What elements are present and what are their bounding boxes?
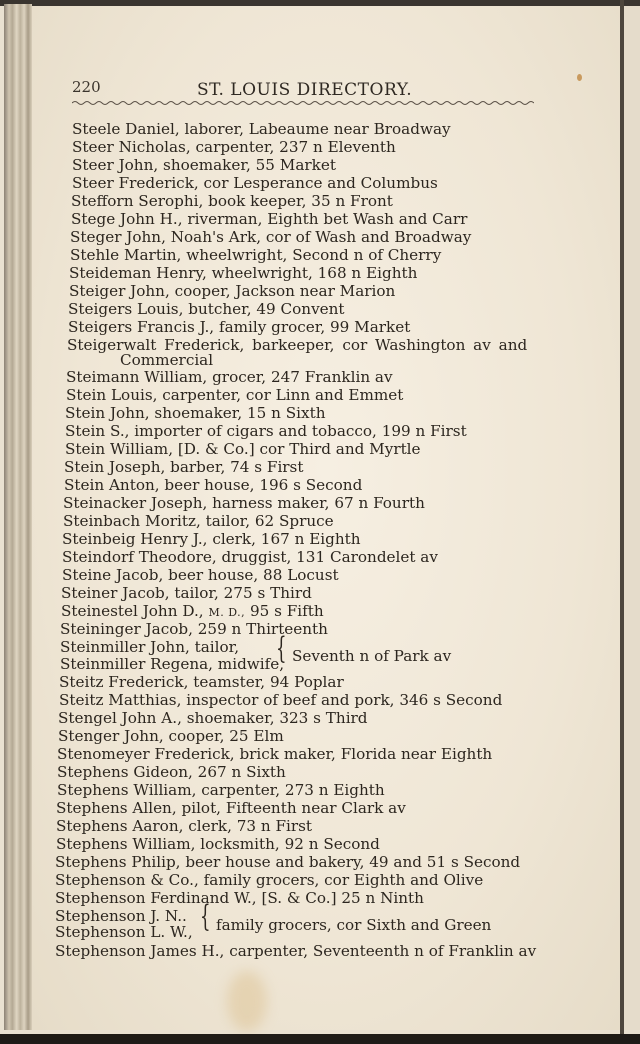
entry: Steitz Matthias, inspector of beef and pork, 346 s Second bbox=[59, 691, 503, 709]
entry: Steindorf Theodore, druggist, 131 Carondelet av bbox=[62, 548, 438, 566]
entry: Stephens William, locksmith, 92 n Second bbox=[56, 835, 380, 853]
entry: Stein William, [D. & Co.] cor Third and Myrtle bbox=[65, 440, 421, 458]
entry: Stephens William, carpenter, 273 n Eighth bbox=[57, 781, 385, 799]
entry: Stenomeyer Frederick, brick maker, Florida near Eighth bbox=[57, 745, 493, 763]
page-number: 220 bbox=[72, 78, 101, 96]
shared-address: family grocers, cor Sixth and Green bbox=[216, 916, 492, 934]
entry: Stein Joseph, barber, 74 s First bbox=[64, 458, 304, 476]
entry: Steiger John, cooper, Jackson near Marion bbox=[69, 282, 396, 300]
entry: Stengel John A., shoemaker, 323 s Third bbox=[58, 709, 368, 727]
entry: Steinbeig Henry J., clerk, 167 n Eighth bbox=[62, 530, 361, 548]
entry: Stephenson J. N.. bbox=[55, 907, 187, 925]
entry bbox=[61, 602, 324, 622]
entry-continuation: Commercial bbox=[120, 351, 214, 369]
entry: Stenger John, cooper, 25 Elm bbox=[58, 727, 284, 745]
entry: Steer Nicholas, carpenter, 237 n Eleventh bbox=[72, 138, 396, 156]
facing-page-edge bbox=[624, 6, 640, 1030]
entry: Stephenson L. W., bbox=[55, 923, 193, 941]
entry: Steer Frederick, cor Lesperance and Columbus bbox=[72, 174, 438, 192]
entry: Stein S., importer of cigars and tobacco, 199 n First bbox=[65, 422, 467, 440]
entry: Stein Louis, carpenter, cor Linn and Emmet bbox=[66, 386, 404, 404]
running-head: ST. LOUIS DIRECTORY. bbox=[197, 80, 413, 100]
entry: Stein Anton, beer house, 196 s Second bbox=[64, 476, 363, 494]
entry: Steigerwalt Frederick, barkeeper, cor Washington av and bbox=[67, 336, 528, 354]
entry: Steine Jacob, beer house, 88 Locust bbox=[62, 566, 339, 584]
page-edges-left bbox=[4, 4, 32, 1030]
entry: Stephenson & Co., family grocers, cor Eighth and Olive bbox=[55, 871, 484, 889]
entry: Stephenson James H., carpenter, Seventeenth n of Franklin av bbox=[55, 942, 537, 960]
entry: Stefforn Serophi, book keeper, 35 n Front bbox=[71, 192, 393, 210]
water-stain bbox=[227, 971, 267, 1031]
title-abbrev: M. D., bbox=[208, 606, 246, 619]
entry: Steinmiller John, tailor, bbox=[60, 638, 240, 656]
wavy-rule bbox=[72, 99, 534, 107]
entry-address: 95 s Fifth bbox=[249, 602, 324, 620]
entry: Stehle Martin, wheelwright, Second n of Cherry bbox=[70, 246, 442, 264]
entry: Stein John, shoemaker, 15 n Sixth bbox=[65, 404, 326, 422]
entry: Steimann William, grocer, 247 Franklin av bbox=[66, 368, 393, 386]
foxing-spot bbox=[577, 74, 582, 81]
entry: Steinbach Moritz, tailor, 62 Spruce bbox=[63, 512, 334, 530]
entry: Steigers Francis J., family grocer, 99 Market bbox=[68, 318, 411, 336]
brace-icon: { bbox=[276, 631, 287, 666]
entry: Stephens Philip, beer house and bakery, 49 and 51 s Second bbox=[55, 853, 521, 871]
entry: Steer John, shoemaker, 55 Market bbox=[72, 156, 336, 174]
brace-icon: { bbox=[200, 899, 211, 934]
entry: Steigers Louis, butcher, 49 Convent bbox=[68, 300, 345, 318]
entry: Steinmiller Regena, midwife, bbox=[60, 655, 285, 673]
entry: Steitz Frederick, teamster, 94 Poplar bbox=[59, 673, 344, 691]
entry: Steininger Jacob, 259 n Thirteenth bbox=[60, 620, 328, 638]
entry: Steiner Jacob, tailor, 275 s Third bbox=[61, 584, 312, 602]
entry: Steele Daniel, laborer, Labeaume near Broadway bbox=[72, 120, 451, 138]
shared-address: Seventh n of Park av bbox=[292, 647, 452, 665]
entry: Steger John, Noah's Ark, cor of Wash and Broadway bbox=[70, 228, 472, 246]
entry: Stephens Aaron, clerk, 73 n First bbox=[56, 817, 313, 835]
entry: Stege John H., riverman, Eighth bet Wash and Carr bbox=[71, 210, 468, 228]
entry: Stephens Allen, pilot, Fifteenth near Clark av bbox=[56, 799, 406, 817]
entry: Steideman Henry, wheelwright, 168 n Eighth bbox=[69, 264, 418, 282]
entry-name: Steinestel John D., bbox=[61, 602, 204, 620]
entry: Steinacker Joseph, harness maker, 67 n Fourth bbox=[63, 494, 425, 512]
entry: Stephenson Ferdinand W., [S. & Co.] 25 n Ninth bbox=[55, 889, 424, 907]
bottom-shadow bbox=[0, 1034, 640, 1044]
entry: Stephens Gideon, 267 n Sixth bbox=[57, 763, 286, 781]
